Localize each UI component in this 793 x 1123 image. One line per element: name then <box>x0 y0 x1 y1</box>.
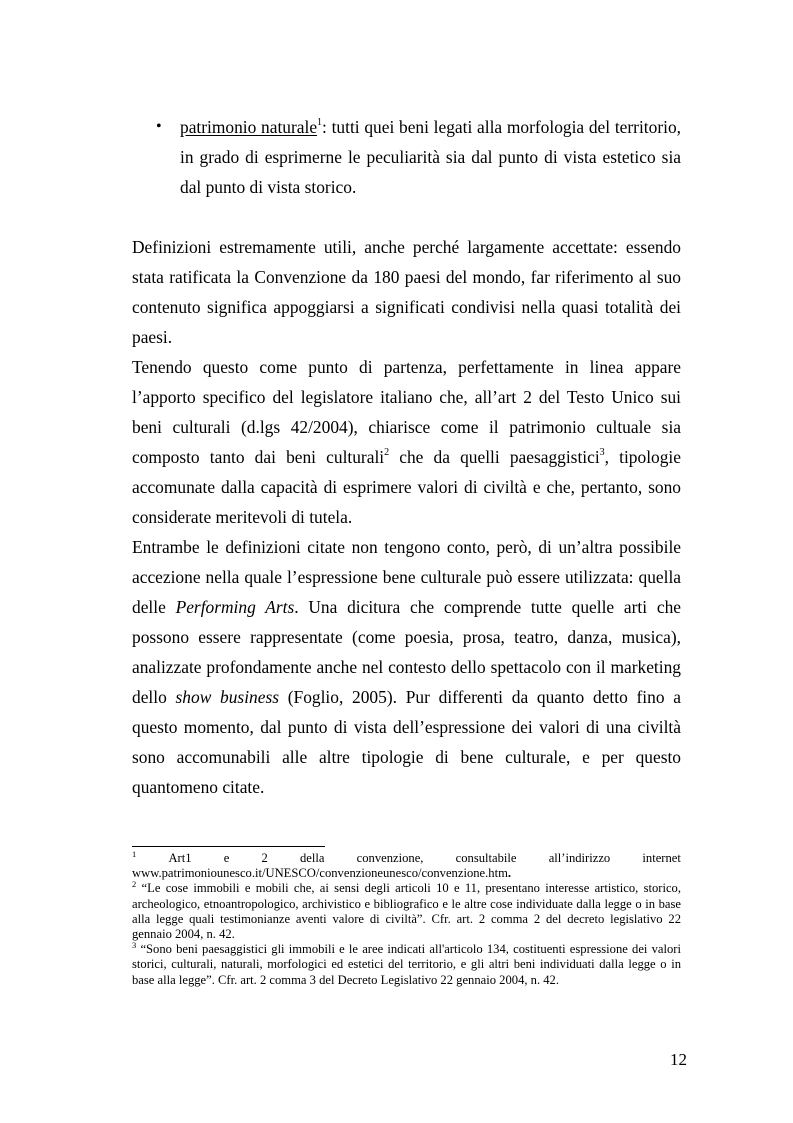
footnote-2-number: 2 <box>132 879 137 890</box>
footnote-1-url[interactable]: www.patrimoniounesco.it/UNESCO/convenzioneunesco/convenzione.htm <box>132 866 508 881</box>
paragraph-definizioni: Definizioni estremamente utili, anche perché largamente accettate: essendo stata ratificata la Convenzione da 180 paesi del mondo, far riferimento al suo contenuto significa appoggiarsi a significati condivisi nella quasi totalità dei paesi. <box>132 237 681 347</box>
footnote-1-word: convenzione, <box>356 851 424 865</box>
bullet-icon: • <box>156 118 162 135</box>
footnote-3: $^3$ “Sono beni paesaggistici gli immobili e le aree indicati all'articolo 134, costituenti espressione dei valori storici, culturali, naturali, morfologici ed estetici del territorio, e gli altri beni individuati dalla legge o in base alla legge”. Cfr. art. 2 comma 3 del Decreto Legislativo 22 gennaio 2004, n. 42. <box>132 940 681 987</box>
footnote-1-word: e <box>223 851 230 865</box>
footnote-1-word: 2 <box>261 851 268 865</box>
footnote-ref-2: 2 <box>384 447 390 459</box>
footnote-3-number: 3 <box>132 940 137 951</box>
page-body <box>132 112 681 802</box>
footnotes <box>132 848 681 988</box>
footnote-1-word: internet <box>642 851 681 865</box>
page-number: 12 <box>670 1050 687 1069</box>
footnote-ref-3: 3 <box>599 447 605 459</box>
italic-show-business: show business <box>175 687 279 707</box>
bullet-term: patrimonio naturale <box>180 117 318 137</box>
footnote-1-word: consultabile <box>455 851 517 865</box>
footnote-1-word: della <box>299 851 325 865</box>
footnote-separator <box>132 846 325 847</box>
paragraph-performing-arts: Entrambe le definizioni citate non tengono conto, però, di un’altra possibile accezione nella quale l’espressione bene culturale può essere utilizzata: quella delle Performing Arts. Una dicitura che comprende tutte quelle arti che possono essere rappresentate (come poesia, prosa, teatro, danza, musica), analizzate profondamente anche nel contesto dello spettacolo con il marketing dello show business (Foglio, 2005). Pur differenti da quanto detto fino a questo momento, dal punto di vista dell’espressione dei valori di una civiltà sono accomunabili alle altre tipologie di bene culturale, e per questo quantomeno citate. <box>132 537 682 797</box>
footnote-1-word: all’indirizzo <box>548 851 611 865</box>
bullet-text: : tutti quei beni legati alla morfologia del territorio, in grado di esprimerne le peculiarità sia dal punto di vista estetico sia dal punto di vista storico. <box>180 117 681 197</box>
bullet-item-patrimonio-naturale <box>156 112 681 202</box>
footnote-1: $^1$ Art1 e 2 della convenzione, consultabile all’indirizzo internet www.patrimoniounesco.it/UNESCO/convenzioneunesco/convenzione.htm. <box>132 848 681 881</box>
footnote-ref-1: 1 <box>317 117 323 129</box>
footnote-1-number: 1 <box>132 848 137 859</box>
paragraph-punto-di-partenza: Tenendo questo come punto di partenza, perfettamente in linea appare l’apporto specifico del legislatore italiano che, all’art 2 del Testo Unico sui beni culturali (d.lgs 42/2004), chiarisce come il patrimonio cultuale sia composto tanto dai beni culturali$^2$ che da quelli paesaggistici$^3$, tipologie accomunate dalla capacità di esprimere valori di civiltà e che, pertanto, sono considerate meritevoli di tutela. <box>132 357 681 527</box>
footnote-1-word: Art1 <box>168 851 192 865</box>
italic-performing-arts: Performing Arts <box>175 597 295 617</box>
footnote-2: $^2$ “Le cose immobili e mobili che, ai sensi degli articoli 10 e 11, presentano interesse artistico, storico, archeologico, etnoantropologico, archivistico e bibliografico e le altre cose individuate dalla legge o in base alla legge quali testimonianze aventi valore di civiltà”. Cfr. art. 2 comma 2 del decreto legislativo 22 gennaio 2004, n. 42. <box>132 879 681 942</box>
